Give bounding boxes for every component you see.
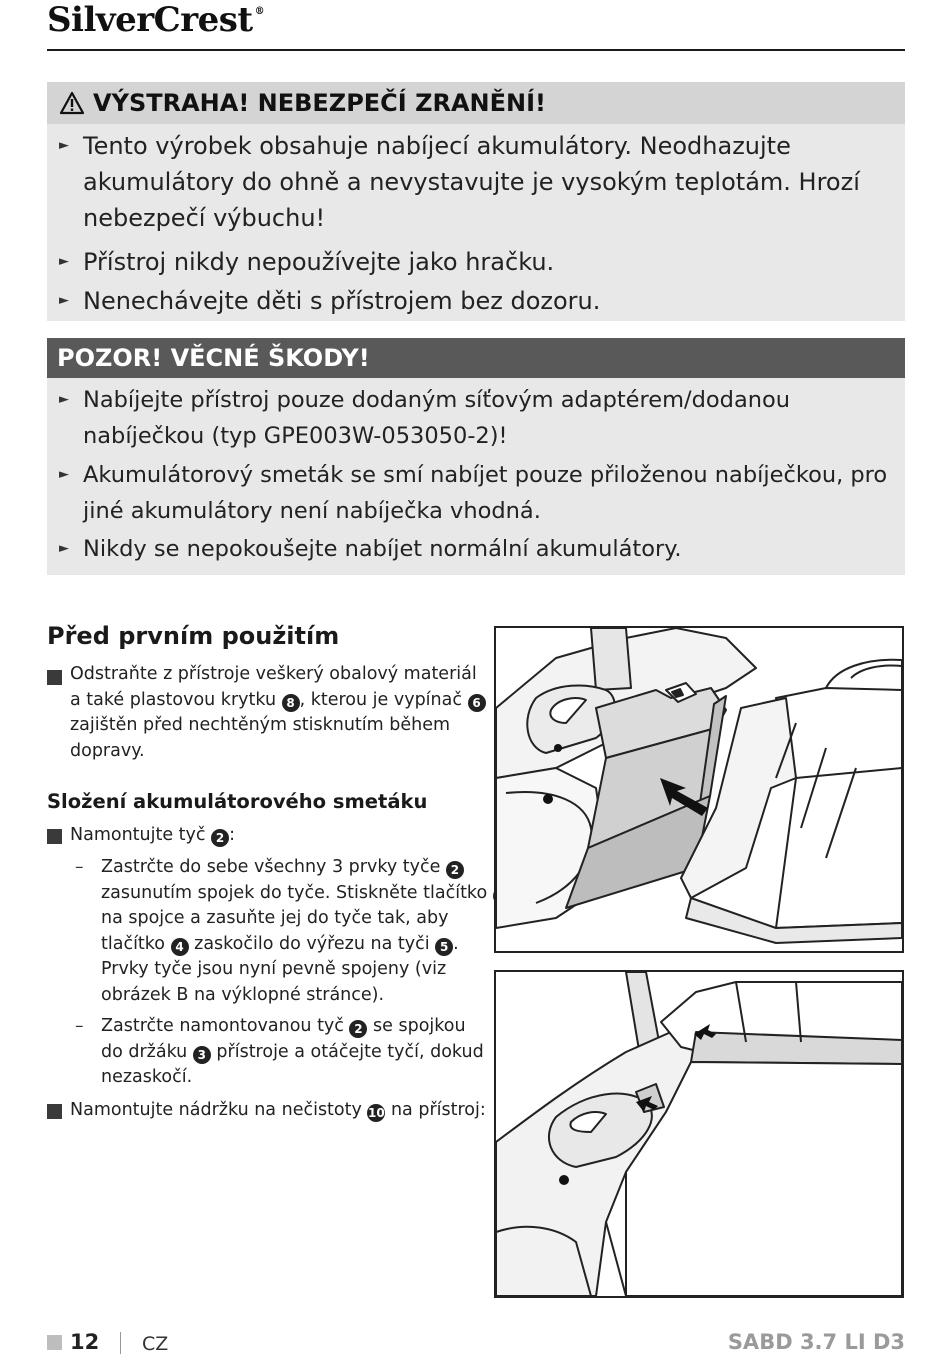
part-number-badge: 2	[211, 829, 229, 847]
text-part: Namontujte tyč	[70, 825, 212, 845]
footer-square-icon	[47, 1335, 62, 1350]
arrow-bullet-icon: ►	[59, 138, 69, 153]
substep-insert-rod-into-holder	[101, 1014, 484, 1091]
dash-bullet: –	[75, 857, 84, 877]
model-name: SABD 3.7 LI D3	[727, 1330, 905, 1354]
caution-item	[47, 531, 905, 567]
warning-header	[47, 82, 905, 124]
illustration-remove-cover	[494, 626, 904, 953]
warning-item	[47, 283, 905, 319]
text-part: zaskočilo do výřezu na tyči	[188, 933, 436, 954]
part-number-badge: 4	[171, 938, 189, 956]
text-part: přístroje a otáčejte tyčí, dokud nezaskočí.	[101, 1041, 484, 1088]
instruction-mount-dirt-container	[70, 1098, 486, 1124]
brand-logo-text: SilverCrest	[47, 0, 253, 40]
text-part: zajištěn před nechtěným stisknutím během dopravy.	[70, 715, 451, 761]
part-number-badge: 2	[446, 861, 464, 879]
part-number-badge: 10	[368, 1106, 385, 1120]
text-part: Zastrčte namontovanou tyč	[101, 1016, 350, 1036]
text-part: Zastrčte do sebe všechny 3 prvky tyče	[101, 857, 446, 877]
registered-mark: ®	[254, 6, 265, 17]
part-number-badge: 5	[435, 938, 453, 956]
warning-item-text: Přístroj nikdy nepoužívejte jako hračku.	[83, 248, 555, 276]
warning-title: VÝSTRAHA! NEBEZPEČÍ ZRANĚNÍ!	[93, 89, 546, 117]
text-part: na přístroj:	[385, 1100, 486, 1120]
text-part: :	[229, 825, 235, 845]
text-part: na spojce a zasuňte jej do tyče tak, aby tlačítko	[101, 908, 449, 954]
dash-bullet: –	[75, 1016, 84, 1036]
part-number-badge: 6	[468, 694, 486, 712]
brand-logo	[47, 0, 264, 40]
arrow-bullet-icon: ►	[59, 254, 69, 269]
caution-item	[47, 382, 905, 454]
text-part: Odstraňte z přístroje veškerý obalový materiál a také plastovou krytku	[70, 664, 477, 710]
warning-item	[47, 244, 905, 280]
arrow-bullet-icon: ►	[59, 293, 69, 308]
square-bullet-icon	[47, 829, 62, 844]
language-code: CZ	[142, 1333, 169, 1355]
text-part: se spojkou do držáku	[101, 1016, 466, 1062]
illustration-mount-rod-drawing	[496, 972, 902, 1296]
caution-header	[47, 338, 905, 378]
part-number-badge: 3	[193, 1046, 211, 1064]
instruction-mount-rod	[70, 823, 235, 849]
part-number-badge: 2	[349, 1020, 367, 1038]
substep-connect-rod-elements	[101, 855, 511, 1009]
page-number: 12	[70, 1330, 100, 1354]
text-part: . Prvky tyče jsou nyní pevně spojeny (viz obrázek B na výklopné stránce).	[101, 933, 459, 1005]
caution-item-text: Akumulátorový smeták se smí nabíjet pouze přiloženou nabíječkou, pro jiné akumulátory není nabíječka vhodná.	[83, 462, 888, 524]
warning-item-text: Nenechávejte děti s přístrojem bez dozoru.	[83, 287, 601, 315]
footer-divider	[120, 1332, 121, 1354]
square-bullet-icon	[47, 670, 62, 685]
part-number-badge: 8	[282, 694, 300, 712]
arrow-bullet-icon: ►	[59, 392, 69, 407]
text-part: Namontujte nádržku na nečistoty	[70, 1100, 368, 1120]
text-part: zasunutím spojek do tyče. Stiskněte tlačítko	[101, 882, 488, 903]
header-rule	[47, 49, 905, 51]
caution-item-text: Nabíjejte přístroj pouze dodaným síťovým adaptérem/dodanou nabíječkou (typ GPE003W-053050-2)!	[83, 387, 791, 449]
arrow-bullet-icon: ►	[59, 467, 69, 482]
caution-title: POZOR! VĚCNÉ ŠKODY!	[57, 344, 370, 372]
text-part: , kterou je vypínač	[299, 689, 468, 710]
warning-box	[47, 82, 905, 321]
illustration-remove-cover-drawing	[496, 628, 902, 951]
square-bullet-icon	[47, 1104, 62, 1119]
section-heading-assembly: Složení akumulátorového smetáku	[47, 790, 428, 813]
caution-box	[47, 338, 905, 575]
warning-triangle-icon	[59, 91, 85, 115]
caution-item	[47, 457, 905, 529]
warning-item-text: Tento výrobek obsahuje nabíjecí akumulátory. Neodhazujte akumulátory do ohně a nevystavujte je vysokým teplotám. Hrozí nebezpečí výbuchu!	[83, 132, 860, 232]
warning-item	[47, 128, 905, 236]
instruction-remove-packaging	[70, 662, 486, 764]
section-heading-before-first-use: Před prvním použitím	[47, 622, 340, 650]
illustration-mount-rod	[494, 970, 904, 1298]
caution-item-text: Nikdy se nepokoušejte nabíjet normální akumulátory.	[83, 536, 682, 562]
arrow-bullet-icon: ►	[59, 541, 69, 556]
